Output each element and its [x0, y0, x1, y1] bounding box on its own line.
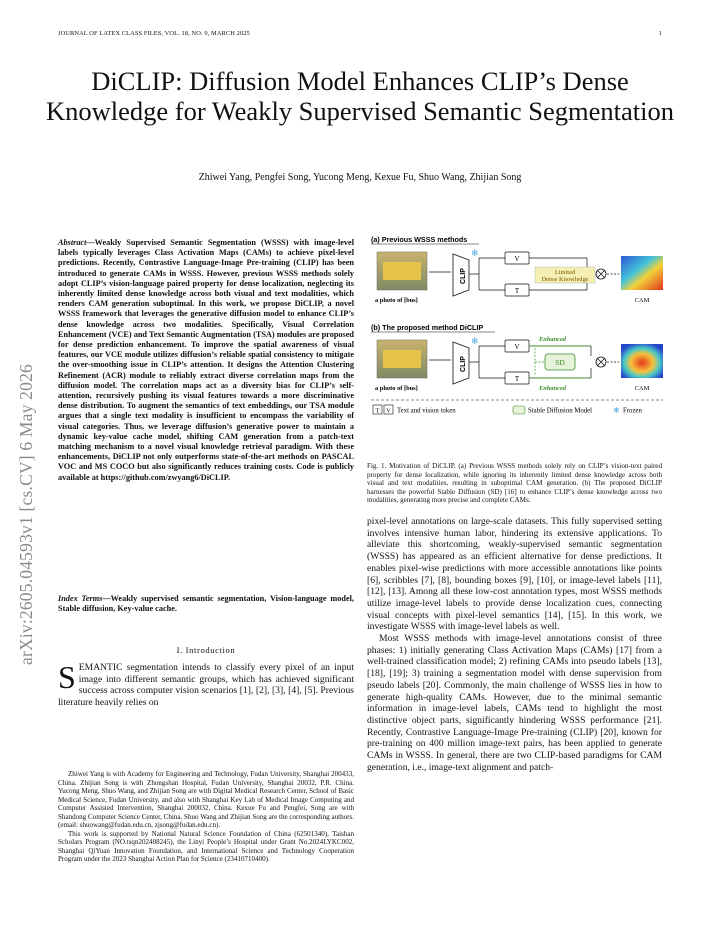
intro-caps: EMANTIC	[78, 662, 123, 673]
cam-output-a	[621, 256, 663, 290]
intro-paragraph	[58, 659, 354, 709]
paragraph: Most WSSS methods with image-level annotations consist of three phases: 1) initially generating Class Activation Maps (CAMs) [17] from a well-trained classification model; 2) refining CAMs into pseudo labels [13], [18], [19]; 3) training a segmentation model with dense supervision from pseudo labels [20]. Commonly, the main challenge of WSSS lies in how to generate high-quality CAMs. However, due to the minimal semantic information in image-level labels, CAMs tend to highlight the most distinctive object parts, significantly hindering WSSS performance [21]. Recently, Contrastive Language-Image Pre-training (CLIP) [20], known for pre-training on 400 million image-text pairs, has been applied to generate CAMs in WSSS. In general, there are two CLIP-based paradigms for CAM generation, i.e., image-text alignment and patch-	[367, 633, 662, 773]
legend-tokens-text: Text and vision token	[397, 407, 456, 415]
panel-b-label: (b) The proposed method DiCLIP	[371, 323, 484, 332]
cam-label-b: CAM	[634, 385, 650, 392]
footnote-affiliations: Zhiwei Yang is with Academy for Engineering and Technology, Fudan University, Shanghai 200433, China. Zhijian Song is with Zhongshan Hospital, Fudan University, Shanghai 20032, P.R. China. Yucong Meng, Shuo Wang, and Zhijian Song are with Digital Medical Research Center, School of Basic Medical Science, Fudan University, and also with Shanghai Key Lab of Medical Image Computing and Computer Assisted Intervention, Shanghai 200032, China. Kexue Fu and Pengfei, Song are with Shandong Computer Science Center, China. Shuo Wang and Zhijian Song are the corresponding authors. (email: shuowang@fudan.edu.cn, zjsong@fudan.edu.cn).	[58, 770, 354, 829]
paragraph: pixel-level annotations on large-scale datasets. This fully supervised setting involves intensive human labor, hindering its extensive applications. To alleviate this shortcoming, weakly-supervised semantic segmentation (WSSS) has appeared as an efficient alternative for dense predictions. It enables pixel-wise predictions with more accessible annotations like points [6], scribbles [7], [8], bounding boxes [9], [10], or image-level labels [11], [12], [13]. Among all these low-cost annotation types, most WSSS methods utilize image-level labels to provide dense localization cues, connecting visual concepts with pixel-level semantics [14], [15]. In this work, we investigate WSSS with image-level labels as well.	[367, 516, 662, 633]
running-header	[58, 30, 662, 37]
footnotes	[58, 770, 354, 864]
legend-frozen-text: Frozen	[623, 407, 642, 415]
bus-body-a	[383, 262, 421, 280]
index-terms	[58, 594, 354, 614]
enhanced-label-bottom: Enhanced	[539, 385, 566, 392]
arxiv-stamp: arXiv:2605.04593v1 [cs.CV] 6 May 2026	[16, 364, 36, 665]
clip-label-a: CLIP	[460, 268, 467, 284]
intro-text: segmentation intends to classify every pixel of an input image into different semantic groups, which has achieved significant success across computer vision scenarios [1], [2], [3], [4], [5]. Previous literature heavily relies on	[58, 662, 354, 709]
abstract-label: Abstract	[58, 238, 87, 247]
right-body	[367, 516, 662, 773]
abstract-text: —Weakly Supervised Semantic Segmentation (WSSS) with image-level labels typically leverages Class Activation Maps (CAMs) to achieve pixel-level predictions. Recently, Contrastive Language-Image Pre-training (CLIP) has been introduced to generate CAMs in WSSS. However, previous WSSS methods solely adopt CLIP’s vision-language paired property for dense localization, neglecting its inherently limited dense knowledge across both visual and text modalities, which renders CAM generation suboptimal. In this work, we propose DiCLIP, a novel WSSS framework that leverages the generative diffusion model to enhance CLIP’s dense knowledge across two modalities. Specifically, Visual Correlation Enhancement (VCE) and Text Semantic Augmentation (TSA) modules are proposed for dense prediction enhancement. To improve the spatial awareness of visual features, our VCE module utilizes diffusion’s reliable spatial consistency to mitigate the over-smoothing issue in CLIP’s attention. It designs the Attention Clustering Refinement (ACR) module to reliably extract diverse correlation maps from the diffusion model. The correlation maps act as a diversity bias for CLIP’s self-attention, recursively pushing its visual features towards a more discriminative dense distribution. To augment the semantics of text embeddings, our TSA module argues that a single text modality is insufficient to encompass the variability of visual categories. Thus, we leverage diffusion’s generative power to maintain a dynamic key-value cache model, shifting CAM generation from a patch-text matching mechanism to a novel visual knowledge retrieval paradigm. With these enhancements, DiCLIP not only outperforms state-of-the-art methods on PASCAL VOC and MS COCO but also significantly reduces training costs. Code is publicly available at https://github.com/zwyang6/DiCLIP.	[58, 238, 354, 482]
cam-label-a: CAM	[634, 297, 650, 304]
prompt-label-b: a photo of [bus]	[375, 385, 418, 392]
legend-v: V	[386, 407, 391, 415]
enhanced-label-top: Enhanced	[539, 336, 566, 343]
index-terms-label: Index Terms	[58, 594, 103, 603]
journal-name: JOURNAL OF LATEX CLASS FILES, VOL. 18, NO. 9, MARCH 2025	[58, 30, 250, 37]
clip-label-b: CLIP	[460, 356, 467, 372]
section-heading: I. Introduction	[176, 645, 236, 655]
v-label-b: V	[514, 343, 520, 351]
index-terms-text: —Weakly supervised semantic segmentation, Vision-language model, Stable diffusion, Key-value cache.	[58, 594, 354, 614]
t-label-b: T	[514, 375, 520, 383]
t-label-a: T	[514, 287, 520, 295]
legend-sd-swatch	[513, 406, 525, 414]
sd-label: SD	[555, 358, 565, 367]
prompt-label-a: a photo of [bus]	[375, 297, 418, 304]
author-list: Zhiwei Yang, Pengfei Song, Yucong Meng, Kexue Fu, Shuo Wang, Zhijian Song	[198, 172, 522, 183]
figure-1	[367, 232, 667, 457]
paper-title: DiCLIP: Diffusion Model Enhances CLIP’s Dense Knowledge for Weakly Supervised Semantic Segmentation	[45, 66, 675, 126]
page-number: 1	[658, 30, 662, 37]
footnote-funding: This work is supported by National Natural Science Foundation of China (62501340), Taishan Scholars Program (NO.tsqn202408245), the Linyi People’s Hospital under Grant No.2024LYKC002, Shanghai QiYuan Innovation Foundation, and International Science and Technology Cooperation Program under the 2023 Shanghai Action Plan for Science (23410710400).	[58, 829, 354, 863]
abstract	[58, 238, 354, 483]
legend-sd-text: Stable Diffusion Model	[528, 407, 593, 415]
bus-body-b	[383, 350, 421, 368]
frozen-icon-a: ❄	[471, 248, 479, 258]
legend-frozen-icon: ❄	[613, 406, 620, 415]
limited-label-2: Dense Knowledge	[541, 276, 589, 283]
drop-cap: S	[58, 659, 76, 695]
panel-a-label: (a) Previous WSSS methods	[371, 235, 468, 244]
cam-output-b	[621, 344, 663, 378]
legend-t: T	[375, 407, 380, 415]
frozen-icon-b: ❄	[471, 336, 479, 346]
v-label-a: V	[514, 255, 520, 263]
limited-label-1: Limited	[554, 269, 576, 276]
figure-caption: Fig. 1. Motivation of DiCLIP. (a) Previous WSSS methods solely rely on CLIP’s vision-text paired property for dense localization, while ignoring its inherently limited dense knowledge across both visual and text modalities, resulting in suboptimal CAM generation. (b) The proposed DiCLIP harnesses the powerful Stable Diffusion (SD) [16] to enhance CLIP’s dense knowledge across two modalities, generating more precise and complete CAMs.	[367, 462, 662, 505]
